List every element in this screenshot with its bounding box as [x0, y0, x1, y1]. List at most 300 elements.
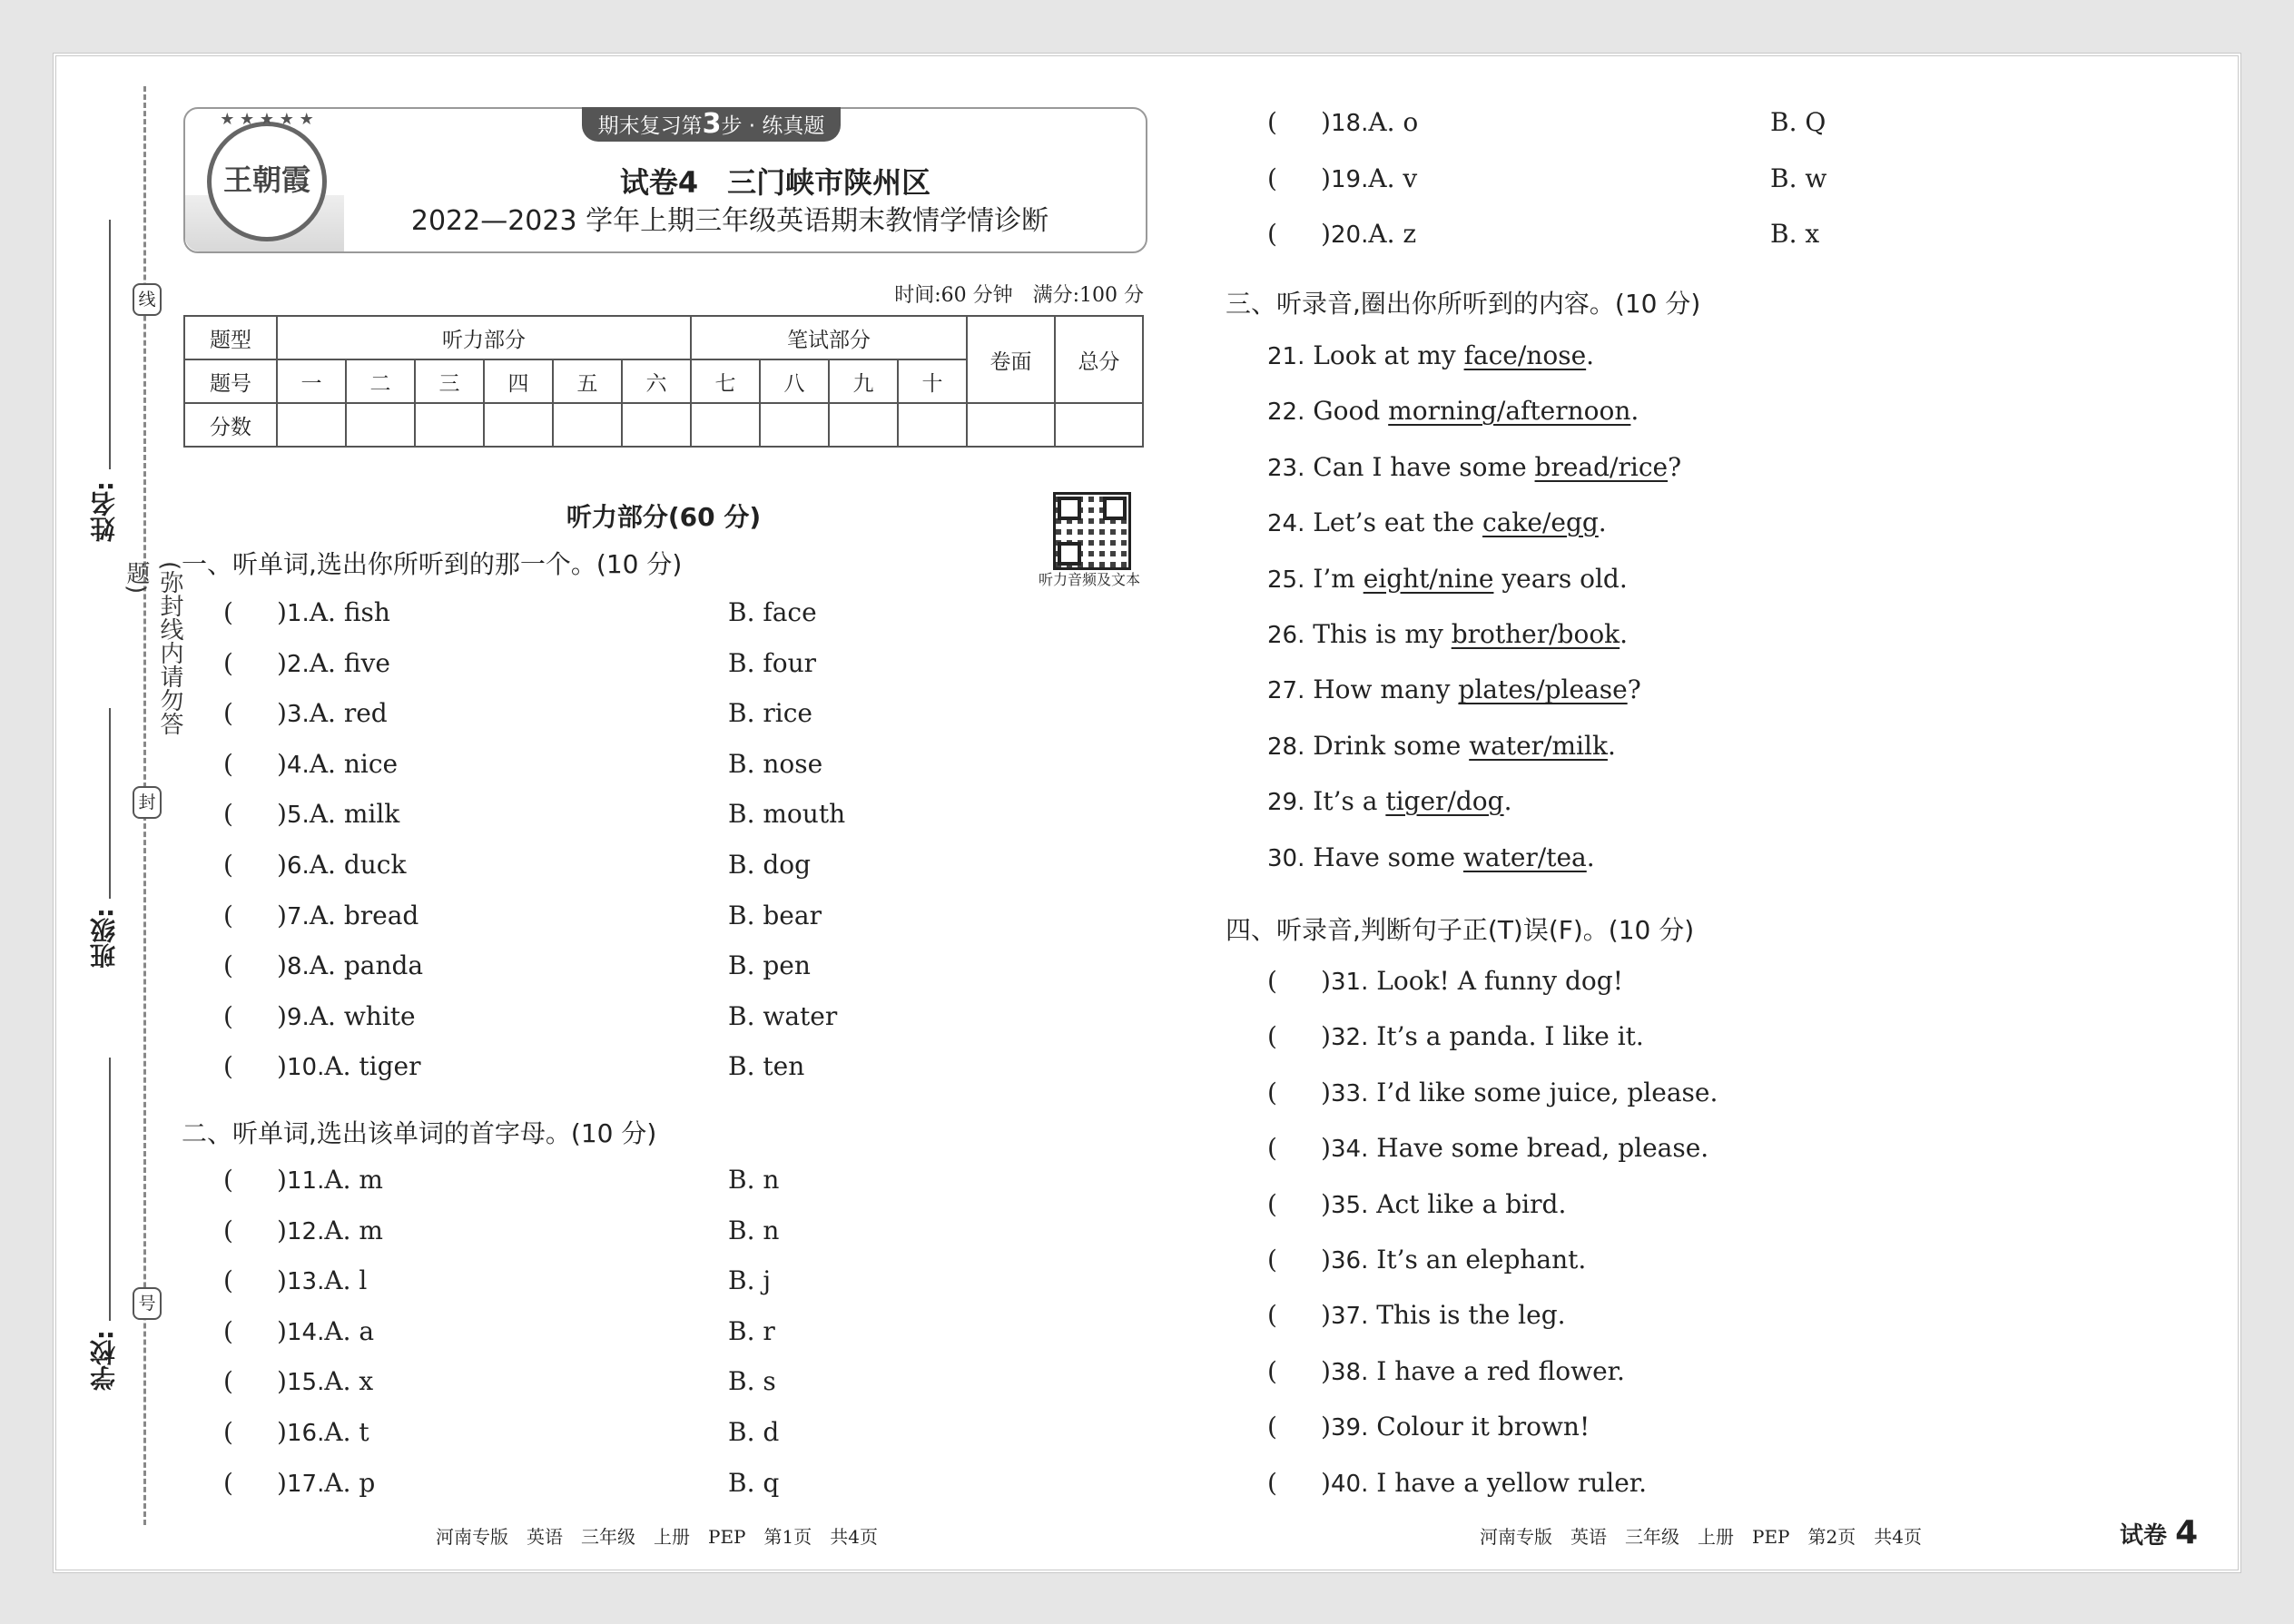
sentence-text: This is the leg.	[1376, 1300, 1566, 1331]
score-cell[interactable]	[484, 403, 553, 447]
exam-subtitle: 2022—2023 学年上期三年级英语期末教情学情诊断	[410, 205, 1049, 237]
option-a: A. m	[324, 1165, 383, 1195]
question-row	[223, 698, 388, 728]
answer-paren[interactable]	[1267, 1412, 1331, 1442]
paren-close: )	[276, 799, 287, 830]
paren-open: (	[1267, 1133, 1277, 1164]
option-b: B. d	[728, 1417, 780, 1447]
paren-close: )	[276, 1000, 287, 1031]
circle-choice[interactable]: bread/rice	[1534, 451, 1669, 482]
section-1-title: 一、听单词,选出你所听到的那一个。(10 分)	[182, 549, 683, 579]
question-number: 38.	[1331, 1358, 1369, 1386]
option-b: B. x	[1770, 219, 1820, 249]
paren-open: (	[223, 950, 233, 981]
paren-close: )	[276, 1051, 287, 1082]
paren-open: (	[1267, 1021, 1277, 1052]
paren-open: (	[1267, 219, 1277, 249]
col-num: 四	[484, 359, 553, 403]
score-cell[interactable]	[760, 403, 829, 447]
question-number: 9.	[287, 1003, 310, 1031]
option-b: B. n	[728, 1165, 780, 1195]
answer-paren[interactable]	[223, 850, 287, 880]
sentence-text: It’s a panda. I like it.	[1376, 1021, 1644, 1052]
score-cell[interactable]	[415, 403, 484, 447]
paren-close: )	[1320, 1188, 1331, 1219]
sentence-text: Good	[1313, 396, 1389, 427]
answer-paren[interactable]	[223, 749, 287, 779]
option-a: A. a	[324, 1315, 375, 1346]
question-row	[223, 1051, 420, 1081]
paren-open: (	[1267, 1412, 1277, 1442]
answer-paren[interactable]	[1267, 1133, 1331, 1163]
answer-paren[interactable]	[223, 648, 287, 678]
col-num: 六	[622, 359, 691, 403]
answer-paren[interactable]	[223, 1468, 287, 1498]
question-number: 19.	[1331, 165, 1369, 193]
circle-choice[interactable]: brother/book	[1451, 619, 1620, 649]
option-b: B. pen	[728, 950, 811, 981]
col-num: 二	[346, 359, 415, 403]
answer-paren[interactable]	[1267, 163, 1331, 193]
option-b: B. rice	[728, 698, 812, 729]
sentence-text: Let’s eat the	[1313, 507, 1483, 538]
option-b: B. s	[728, 1366, 776, 1397]
sentence-end: .	[1607, 730, 1616, 761]
col-num: 三	[415, 359, 484, 403]
question-number: 8.	[287, 953, 310, 981]
paren-open: (	[1267, 1300, 1277, 1331]
paren-close: )	[276, 1315, 287, 1346]
sentence-text: It’s a	[1313, 786, 1386, 817]
option-a: A. panda	[309, 950, 424, 981]
sentence-text: Act like a bird.	[1376, 1188, 1567, 1219]
option-b: B. dog	[728, 850, 812, 880]
paren-close: )	[276, 597, 287, 627]
paren-close: )	[276, 950, 287, 981]
question-row	[223, 1001, 416, 1031]
answer-paren[interactable]	[223, 1316, 287, 1346]
logo-stars-icon: ★ ★ ★ ★ ★	[220, 110, 314, 129]
circle-choice[interactable]: tiger/dog	[1385, 786, 1504, 817]
score-table	[183, 315, 1144, 448]
question-row	[1267, 396, 1639, 426]
score-cell[interactable]	[691, 403, 760, 447]
question-row	[223, 799, 399, 829]
sentence-text: I’d like some juice, please.	[1376, 1077, 1718, 1107]
option-a: A. nice	[309, 748, 399, 779]
question-number: 21.	[1267, 343, 1305, 370]
paren-open: (	[1267, 966, 1277, 996]
paren-close: )	[1320, 107, 1331, 137]
option-a: A. white	[309, 1000, 416, 1031]
listening-header: 听力部分	[277, 316, 691, 359]
question-number: 12.	[287, 1217, 325, 1245]
option-b: B. mouth	[728, 799, 846, 830]
brand-logo	[207, 110, 327, 241]
paren-open: (	[223, 799, 233, 830]
question-number: 17.	[287, 1470, 325, 1498]
answer-paren[interactable]	[1267, 1245, 1331, 1275]
circle-choice[interactable]: morning/afternoon	[1388, 396, 1631, 427]
sentence-end: ?	[1627, 674, 1641, 705]
paren-close: )	[276, 1165, 287, 1195]
score-cell[interactable]	[829, 403, 898, 447]
sentence-text: It’s an elephant.	[1376, 1245, 1587, 1275]
review-step-tag: 期末复习第3步 · 练真题	[582, 107, 841, 142]
option-a: A. milk	[309, 799, 400, 830]
option-a: A. p	[324, 1467, 376, 1498]
option-b: B. ten	[728, 1051, 805, 1082]
answer-paren[interactable]	[223, 1165, 287, 1195]
question-number: 4.	[287, 751, 310, 779]
option-a: A. v	[1368, 162, 1418, 193]
paren-close: )	[1320, 1412, 1331, 1442]
question-number: 33.	[1331, 1079, 1369, 1107]
sentence-end: years old.	[1493, 563, 1628, 594]
option-a: A. m	[324, 1215, 383, 1245]
paren-close: )	[276, 1366, 287, 1397]
row-label-num: 题号	[184, 359, 277, 403]
question-number: 34.	[1331, 1136, 1369, 1164]
row-label-score: 分数	[184, 403, 277, 447]
option-a: A. fish	[309, 597, 390, 627]
answer-paren[interactable]	[223, 1051, 287, 1081]
question-number: 28.	[1267, 733, 1305, 761]
answer-paren[interactable]	[1267, 966, 1331, 996]
binding-mark-hao: 号	[133, 1287, 162, 1320]
paren-open: (	[223, 647, 233, 678]
option-b: B. nose	[728, 748, 823, 779]
school-field[interactable]	[109, 1058, 111, 1321]
col-num: 九	[829, 359, 898, 403]
paren-close: )	[276, 647, 287, 678]
paren-open: (	[223, 1467, 233, 1498]
question-row	[223, 1316, 374, 1346]
sentence-text: Can I have some	[1313, 451, 1535, 482]
question-row	[223, 597, 390, 627]
score-cell[interactable]	[967, 403, 1055, 447]
score-cell[interactable]	[898, 403, 967, 447]
circle-choice[interactable]: face/nose	[1463, 340, 1587, 370]
question-row	[1267, 731, 1616, 761]
paren-close: )	[1320, 1021, 1331, 1052]
binding-mark-xian: 线	[133, 283, 162, 316]
question-row	[223, 648, 390, 678]
paren-open: (	[223, 1165, 233, 1195]
question-number: 26.	[1267, 622, 1305, 649]
question-number: 35.	[1331, 1191, 1369, 1219]
question-number: 7.	[287, 902, 310, 930]
question-row	[1267, 674, 1641, 704]
question-number: 13.	[287, 1268, 325, 1296]
question-row	[1267, 1133, 1708, 1163]
paren-close: )	[1320, 1300, 1331, 1331]
sentence-text: This is my	[1313, 619, 1452, 649]
paren-close: )	[276, 850, 287, 880]
sentence-end: .	[1503, 786, 1512, 817]
paren-open: (	[223, 1265, 233, 1296]
option-b: B. water	[728, 1000, 838, 1031]
question-number: 16.	[287, 1420, 325, 1447]
paren-close: )	[276, 900, 287, 930]
paren-open: (	[1267, 1467, 1277, 1498]
question-row	[1267, 564, 1628, 594]
paren-open: (	[223, 748, 233, 779]
question-row	[1267, 786, 1511, 816]
score-cell[interactable]	[1055, 403, 1143, 447]
paren-close: )	[276, 1215, 287, 1245]
question-row	[1267, 1078, 1718, 1107]
exam-header	[183, 107, 1147, 253]
option-b: B. bear	[728, 900, 822, 930]
paren-close: )	[1320, 1467, 1331, 1498]
col-num: 五	[553, 359, 622, 403]
option-a: A. l	[324, 1265, 368, 1296]
answer-paren[interactable]	[1267, 1468, 1331, 1498]
paren-close: )	[1320, 1245, 1331, 1275]
score-cell[interactable]	[277, 403, 346, 447]
option-b: B. n	[728, 1215, 780, 1245]
col-num: 八	[760, 359, 829, 403]
question-row	[1267, 1356, 1625, 1386]
sentence-text: I have a yellow ruler.	[1376, 1467, 1648, 1498]
paren-open: (	[1267, 1355, 1277, 1386]
question-row	[1267, 1021, 1644, 1051]
circle-choice[interactable]: plates/please	[1458, 674, 1628, 705]
question-number: 39.	[1331, 1414, 1369, 1442]
total-header: 总分	[1055, 316, 1143, 403]
question-row	[1267, 1412, 1590, 1442]
answer-paren[interactable]	[223, 950, 287, 980]
option-b: B. face	[728, 597, 817, 627]
question-number: 15.	[287, 1369, 325, 1397]
question-row	[223, 1265, 367, 1295]
binding-mark-feng: 封	[133, 786, 162, 819]
writing-header: 笔试部分	[691, 316, 967, 359]
question-number: 10.	[287, 1054, 325, 1082]
paren-close: )	[1320, 162, 1331, 193]
paren-open: (	[223, 597, 233, 627]
question-number: 14.	[287, 1318, 325, 1346]
paren-close: )	[1320, 1133, 1331, 1164]
paren-close: )	[276, 1467, 287, 1498]
paren-close: )	[1320, 219, 1331, 249]
answer-paren[interactable]	[223, 1001, 287, 1031]
answer-paren[interactable]	[223, 1417, 287, 1447]
row-label-type: 题型	[184, 316, 277, 359]
option-a: A. five	[309, 647, 390, 678]
sentence-end: .	[1586, 842, 1595, 872]
answer-paren[interactable]	[1267, 1189, 1331, 1219]
sentence-text: Have some	[1313, 842, 1463, 872]
col-num: 一	[277, 359, 346, 403]
circle-choice[interactable]: water/milk	[1469, 730, 1608, 761]
question-number: 3.	[287, 701, 310, 729]
question-number: 22.	[1267, 399, 1305, 427]
sentence-text: Drink some	[1313, 730, 1470, 761]
circle-choice[interactable]: water/tea	[1462, 842, 1587, 872]
answer-paren[interactable]	[1267, 1300, 1331, 1330]
question-row	[1267, 1468, 1647, 1498]
option-b: B. q	[728, 1467, 780, 1498]
answer-paren[interactable]	[1267, 219, 1331, 249]
paren-open: (	[1267, 107, 1277, 137]
qr-label: 听力音频及文本	[1038, 571, 1140, 588]
option-a: A. duck	[309, 850, 407, 880]
question-row	[223, 749, 398, 779]
question-number: 18.	[1331, 110, 1369, 137]
binding-warning: (弥封线内请勿答题)	[123, 561, 183, 736]
col-num: 十	[898, 359, 967, 403]
paren-open: (	[223, 900, 233, 930]
answer-paren[interactable]	[1267, 1356, 1331, 1386]
answer-paren[interactable]	[223, 1265, 287, 1295]
option-b: B. r	[728, 1315, 775, 1346]
answer-paren[interactable]	[1267, 1078, 1331, 1107]
paper-number: 试卷 4	[2120, 1514, 2199, 1551]
circle-choice[interactable]: cake/egg	[1482, 507, 1599, 538]
col-num: 七	[691, 359, 760, 403]
question-number: 30.	[1267, 844, 1305, 872]
sentence-end: .	[1630, 396, 1639, 427]
question-number: 27.	[1267, 677, 1305, 705]
paren-open: (	[223, 1215, 233, 1245]
time-score-info: 时间:60 分钟 满分:100 分	[894, 284, 1144, 307]
option-b: B. Q	[1770, 107, 1826, 137]
school-label: 学校:	[89, 1330, 119, 1392]
footer-right: 河南专版 英语 三年级 上册 PEP 第2页 共4页	[1480, 1526, 1922, 1548]
answer-paren[interactable]	[223, 901, 287, 930]
answer-paren[interactable]	[223, 799, 287, 829]
answer-paren[interactable]	[223, 597, 287, 627]
question-row	[1267, 619, 1628, 649]
section-3-title: 三、听录音,圈出你所听到的内容。(10 分)	[1226, 289, 1701, 319]
paren-open: (	[223, 698, 233, 729]
question-number: 11.	[287, 1167, 325, 1195]
question-row	[223, 901, 418, 930]
paren-open: (	[1267, 1188, 1277, 1219]
paren-open: (	[223, 1051, 233, 1082]
option-b: B. four	[728, 647, 817, 678]
question-number: 20.	[1331, 221, 1369, 249]
paren-open: (	[223, 1417, 233, 1447]
sentence-end: ?	[1668, 451, 1682, 482]
option-a: A. tiger	[324, 1051, 421, 1082]
question-row	[1267, 340, 1594, 370]
sentence-text: Colour it brown!	[1376, 1412, 1590, 1442]
question-row	[223, 1165, 383, 1195]
question-row	[1267, 842, 1595, 872]
question-number: 25.	[1267, 566, 1305, 594]
question-row	[223, 950, 423, 980]
paren-close: )	[276, 1417, 287, 1447]
answer-paren[interactable]	[223, 698, 287, 728]
question-row	[1267, 1245, 1586, 1275]
class-field[interactable]	[109, 708, 111, 899]
option-a: A. z	[1368, 219, 1417, 249]
answer-paren[interactable]	[1267, 107, 1331, 137]
sentence-end: .	[1620, 619, 1629, 649]
footer-left: 河南专版 英语 三年级 上册 PEP 第1页 共4页	[436, 1526, 878, 1548]
section-2-title: 二、听单词,选出该单词的首字母。(10 分)	[182, 1118, 657, 1148]
question-number: 23.	[1267, 454, 1305, 482]
question-number: 32.	[1331, 1024, 1369, 1052]
paren-open: (	[223, 850, 233, 880]
paren-open: (	[223, 1000, 233, 1031]
paren-close: )	[276, 1265, 287, 1296]
question-row	[1267, 1300, 1566, 1330]
paren-open: (	[223, 1366, 233, 1397]
option-a: A. x	[324, 1366, 374, 1397]
sentence-text: Look at my	[1313, 340, 1464, 370]
question-row	[1267, 107, 1418, 137]
question-number: 31.	[1331, 969, 1369, 996]
paren-close: )	[1320, 1077, 1331, 1107]
sentence-text: I have a red flower.	[1376, 1355, 1625, 1386]
circle-choice[interactable]: eight/nine	[1363, 563, 1494, 594]
question-number: 24.	[1267, 510, 1305, 538]
question-row	[1267, 163, 1417, 193]
paren-close: )	[1320, 1355, 1331, 1386]
option-a: A. bread	[309, 900, 419, 930]
answer-paren[interactable]	[1267, 1021, 1331, 1051]
option-a: A. o	[1368, 107, 1419, 137]
sentence-text: Have some bread, please.	[1376, 1133, 1709, 1164]
option-b: B. j	[728, 1265, 772, 1296]
question-row	[223, 850, 406, 880]
logo-text: 王朝霞	[222, 162, 310, 197]
question-number: 5.	[287, 802, 310, 830]
answer-paren[interactable]	[223, 1366, 287, 1396]
question-number: 1.	[287, 600, 310, 627]
section-4-title: 四、听录音,判断句子正(T)误(F)。(10 分)	[1226, 915, 1695, 945]
option-a: A. t	[324, 1417, 369, 1447]
question-number: 36.	[1331, 1247, 1369, 1275]
question-row	[223, 1216, 383, 1245]
question-number: 40.	[1331, 1470, 1369, 1498]
exam-title: 试卷4 三门峡市陕州区	[619, 165, 931, 200]
score-cell[interactable]	[553, 403, 622, 447]
question-row	[223, 1366, 373, 1396]
question-row	[1267, 1189, 1566, 1219]
option-b: B. w	[1770, 162, 1827, 193]
paren-close: )	[276, 748, 287, 779]
question-number: 2.	[287, 650, 310, 678]
score-cell[interactable]	[346, 403, 415, 447]
paren-open: (	[1267, 1077, 1277, 1107]
question-number: 29.	[1267, 789, 1305, 817]
question-row	[1267, 219, 1416, 249]
qr-code-icon	[1053, 492, 1131, 570]
name-label: 姓名:	[89, 481, 119, 543]
paren-open: (	[223, 1315, 233, 1346]
sentence-end: .	[1586, 340, 1595, 370]
sentence-text: Look! A funny dog!	[1376, 966, 1623, 996]
score-cell[interactable]	[622, 403, 691, 447]
name-field[interactable]	[109, 220, 111, 469]
question-row	[1267, 966, 1623, 996]
paren-open: (	[1267, 162, 1277, 193]
answer-paren[interactable]	[223, 1216, 287, 1245]
sentence-text: I’m	[1313, 563, 1364, 594]
question-row	[223, 1417, 369, 1447]
question-number: 6.	[287, 852, 310, 880]
sentence-text: How many	[1313, 674, 1459, 705]
paren-close: )	[1320, 966, 1331, 996]
option-a: A. red	[309, 698, 388, 729]
question-row	[1267, 507, 1607, 537]
listening-part-title: 听力部分(60 分)	[566, 502, 762, 532]
